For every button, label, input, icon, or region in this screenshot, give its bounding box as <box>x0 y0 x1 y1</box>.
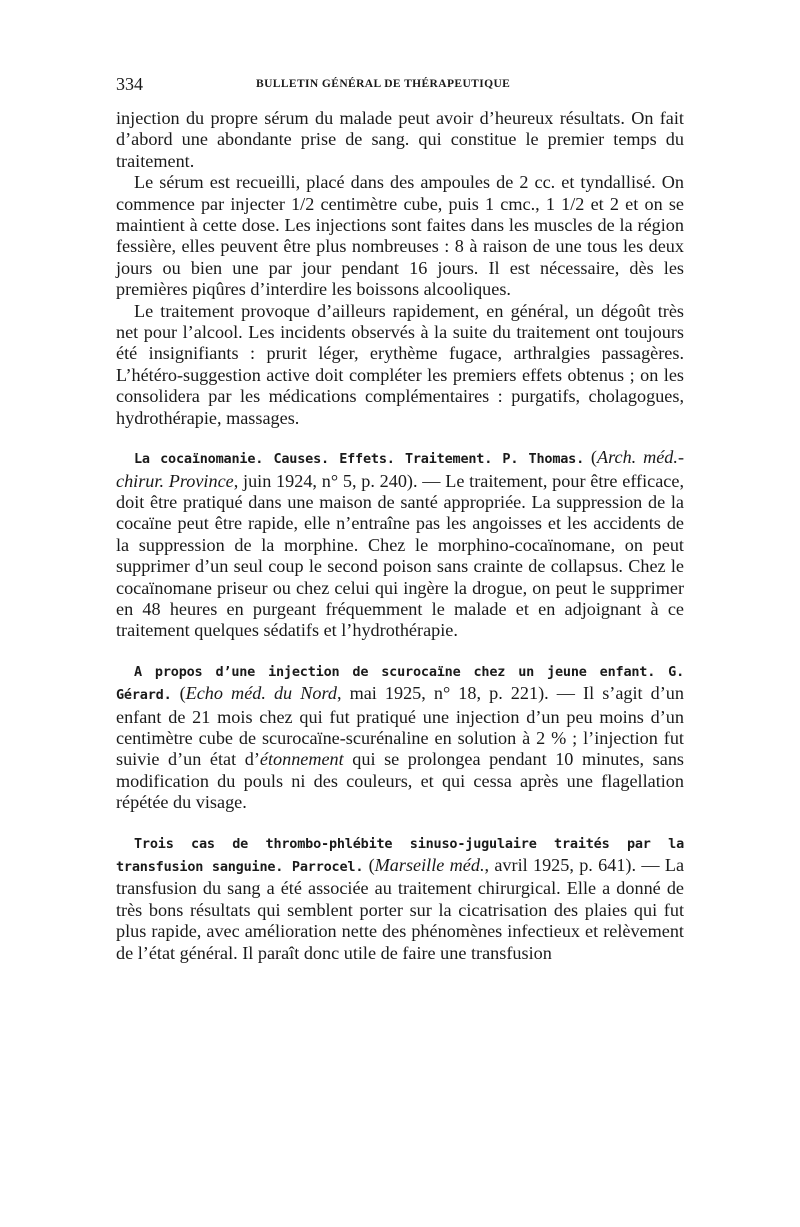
running-head <box>116 74 684 102</box>
paragraph-treatment-effects: Le traitement provoque d’ailleurs rapidement, en général, un dégoût très net pour l’alcool. Les incidents observés à la suite du traitement ont toujours été insignifiants : prurit léger, erythème fugace, arthralgies passagères. L’hétéro-suggestion active doit compléter les premiers effets obtenus ; on les consolidera par les médications complémentaires : purgatifs, cholagogues, hydrothérapie, massages. <box>116 300 684 428</box>
journal-title: BULLETIN GÉNÉRAL DE THÉRAPEUTIQUE <box>256 78 511 90</box>
source-journal: Echo méd. du Nord <box>185 683 337 704</box>
abstract-body-italic: étonnement <box>259 749 344 770</box>
paragraph-serum-protocol: Le sérum est recueilli, placé dans des ampoules de 2 cc. et tyndallisé. On commence par injecter 1/2 centimètre cube, puis 1 cmc., 1 1/2 et 2 et on se maintient à cette dose. Les injections sont faites dans les muscles de la région fessière, elles peuvent être plus nombreuses : 8 à raison de une tous les deux jours ou bien une par jour pendant 16 jours. Il est nécessaire, dès les premières piqûres d’interdire les boissons alcooliques. <box>116 172 684 300</box>
abstract-body: — Le traitement, pour être efficace, doit être pratiqué dans une maison de santé appropriée. La suppression de la cocaïne peut être rapide, elle n’entraîne pas les angoisses et les accidents de la suppression de la morphine. Chez le morphino-cocaïnomane, on peut supprimer d’un seul coup le second poison sans crainte de collapsus. Chez le cocaïnomane priseur ou chez celui qui ingère la drogue, on peut le supprimer en 48 heures en purgeant fréquemment le malade et en adjoignant à ce traitement quelques sédatifs et l’hydrothérapie. <box>116 470 684 641</box>
abstract-heading: A propos d’une injection de scurocaïne chez un jeune enfant. G. Gérard. <box>116 663 684 704</box>
abstract-scurocaine <box>116 660 684 814</box>
source-open: ( <box>590 447 597 468</box>
page <box>116 74 684 964</box>
abstract-body: — Il s’agit d’un enfant de 21 mois chez qui fut pratiqué une injection d’un peu moins d’un centimètre cube de scurocaïne-scurénaline en solution à 2 % ; l’injection fut suivie d’un état d’ <box>116 683 684 770</box>
source-journal: Marseille méd. <box>374 855 485 875</box>
abstract-cocainomanie <box>116 447 684 642</box>
source-journal: Arch. méd.-chirur. Province <box>116 447 684 491</box>
page-number: 334 <box>116 74 143 94</box>
paragraph-continuation: injection du propre sérum du malade peut avoir d’heureux résultats. On fait d’abord une abondante prise de sang. qui constitue le premier temps du traitement. <box>116 108 684 171</box>
abstract-thrombophlebite <box>116 832 684 964</box>
abstract-body: — La transfusion du sang a été associée au traitement chirurgical. Elle a donné de très bons résultats qui semblent porter sur la cicatrisation des plaies qui fut plus rapide, avec amélioration nette des phénomènes infectieux et relèvement de l’état général. Il paraît donc utile de faire une transfusion <box>116 855 685 963</box>
article-body <box>116 102 684 964</box>
source-details: , mai 1925, n° 18, p. 221). <box>336 683 549 704</box>
abstract-heading: La cocaïnomanie. Causes. Effets. Traitement. P. Thomas. <box>134 451 585 468</box>
source-details: , juin 1924, n° 5, p. 240). <box>233 470 418 491</box>
abstract-heading: Trois cas de thrombo-phlébite sinuso-jugulaire traités par la transfusion sanguine. Parrocel. <box>116 835 684 875</box>
abstract-body-end: qui se prolongea pendant 10 minutes, sans modification du pouls ni des couleurs, et qui cessa après une flagellation répétée du visage. <box>116 749 684 813</box>
source-open: ( <box>368 855 375 875</box>
source-details: , avril 1925, p. 641). <box>484 855 637 875</box>
source-open: ( <box>179 683 186 704</box>
